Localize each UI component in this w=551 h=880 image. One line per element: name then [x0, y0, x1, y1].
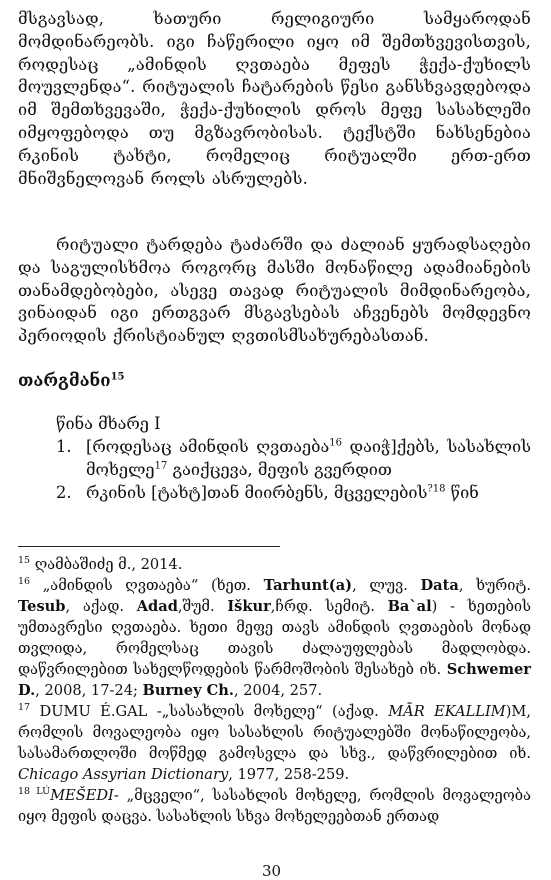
footnote-segment: ,შუმ.: [177, 598, 228, 615]
side-label: წინა მხარე I: [56, 414, 161, 433]
paragraph-2: [18, 234, 531, 348]
footnote-18: $^{18 LÚ}$MEŠEDI- „მცველი“, სასახლის მოხელე, რომლის მოვალეობა იყო მეფის დაცვა. სასახლის სხვა მოხელეებთან ერთად: [18, 786, 531, 825]
line-number: 1.: [56, 437, 72, 456]
line-text: რკინის [ტახტ]თან მიირბენს, მცველების$^{?18}$ წინ: [86, 483, 479, 502]
footnote-16: $^{16}$ „ამინდის ღვთაება“ (ხეთ. Tarhunt(a), ლუვ. Data, ხურიტ. Tesub, აქად. Adad,შუმ. Iškur,ჩრდ. სემიტ. Ba`al) - ხეთების უმთავრესი ღვთაება. ხეთი მეფე თავს ამინდის ღვთაების მონად თვლიდა, რომელსაც თავის ძალაუფლებას მადლობდა. დაწვრილებით სახელწოდების წარმოშობის შესახებ იხ. Schwemer D., 2008, 17-24; Burney Ch., 2004, 257.: [18, 576, 531, 699]
paragraph-1: მსგავსად, ხათური რელიგიური სამყაროდან მომდინარეობს. იგი ჩაწერილი იყო იმ შემთხვევისთვის, როდესაც „ამინდის ღვთაება მეფეს ჭექა-ქუხილს მოუვლენდა“. რიტუალის ჩატარების წესი განსხვავდებოდა იმ შემთხვევაში, ჭექა-ქუხილის დროს მეფე სასახლეში იმყოფებოდა თუ მგზავრობისას. ტექსტში ნახსენებია რკინის ტახტი, რომელიც რიტუალში ერთ-ერთ მნიშვნელოვან როლს ასრულებს.: [18, 9, 531, 188]
footnote-segment: DUMU É.GAL -„სასახლის მოხელე“ (აქად.: [30, 703, 389, 720]
footnote-segment: Burney Ch.: [142, 682, 234, 699]
line-text: [როდესაც ამინდის ღვთაება$^{16}$ დაიჭ]ქებს, სასახლის მოხელე$^{17}$ გაიქცევა, მეფის გვერდით: [86, 437, 531, 479]
footnote-segment: Tesub: [18, 598, 66, 615]
footnote-15: $^{15}$ ღამბაშიძე მ., 2014.: [18, 555, 183, 573]
footnote-segment: )M, რომლის მოვალეობა იყო სასახლის რიტუალებში მონაწილეობა, სასამართლოში მოწმედ გამოსვლა და სხვ., დაწვრილებით იხ.: [18, 703, 531, 762]
footnote-segment: ,ჩრდ. სემიტ.: [270, 598, 388, 615]
footnote-segment: , ხურიტ.: [458, 577, 531, 594]
line-number: 2.: [56, 483, 72, 502]
footnote-segment: Ba`al: [387, 598, 432, 615]
footnote-rule: [18, 546, 280, 547]
footnote-segment: MEŠEDI: [50, 787, 114, 804]
page-number: 30: [262, 862, 282, 880]
paragraph-2-text: რიტუალი ტარდება ტაძარში და ძალიან ყურადსაღები და საგულისხმოა როგორც მასში მონაწილე ადამიანების თანამდებობები, ასევე თავად რიტუალის მიმდინარეობა, ვინაიდან იგი ერთგვარ მსგავსებას აჩვენებს მომდევნო პერიოდის ქრისტიანულ ღვთისმსახურებასთან.: [18, 235, 531, 346]
section-heading: [18, 370, 125, 390]
footnote-segment: , ლუვ.: [352, 577, 421, 594]
footnote-segment: , 1977, 258-259.: [228, 766, 350, 783]
footnote-segment: Schwemer D.: [18, 661, 531, 699]
footnote-segment: , 2004, 257.: [233, 682, 323, 699]
footnotes: [18, 554, 531, 827]
footnote-segment: Chicago Assyrian Dictionary: [18, 766, 229, 783]
footnote-segment: , აქად.: [65, 598, 137, 615]
footnote-segment: MĀR EKALLIM: [388, 703, 506, 720]
footnote-segment: Iškur: [227, 598, 271, 615]
footnote-segment: Adad: [136, 598, 178, 615]
footnote-segment: Data: [420, 577, 459, 594]
footnote-segment: ) - ხეთების უმთავრესი ღვთაება. ხეთი მეფე თავს ამინდის ღვთაების მონად თვლიდა, რომელსაც თავის ძალაუფლებას მადლობდა. დაწვრილებით სახელწოდების წარმოშობის შესახებ იხ.: [18, 598, 531, 678]
footnote-segment: - „მცველი“, სასახლის მოხელე, რომლის მოვალეობა იყო მეფის დაცვა. სასახლის სხვა მოხელეებთან ერთად: [18, 787, 531, 825]
footnote-segment: , 2008, 17-24;: [35, 682, 143, 699]
footnote-segment: Tarhunt(a): [263, 577, 353, 594]
footnote-17: $^{17}$ DUMU É.GAL -„სასახლის მოხელე“ (აქად. MĀR EKALLIM)M, რომლის მოვალეობა იყო სასახლის რიტუალებში მონაწილეობა, სასამართლოში მოწმედ გამოსვლა და სხვ., დაწვრილებით იხ. Chicago Assyrian Dictionary, 1977, 258-259.: [18, 702, 531, 783]
footnote-segment: „ამინდის ღვთაება“ (ხეთ.: [30, 577, 264, 594]
heading-footnote-ref: 15: [110, 371, 125, 383]
heading-text: თარგმანი: [18, 370, 111, 390]
